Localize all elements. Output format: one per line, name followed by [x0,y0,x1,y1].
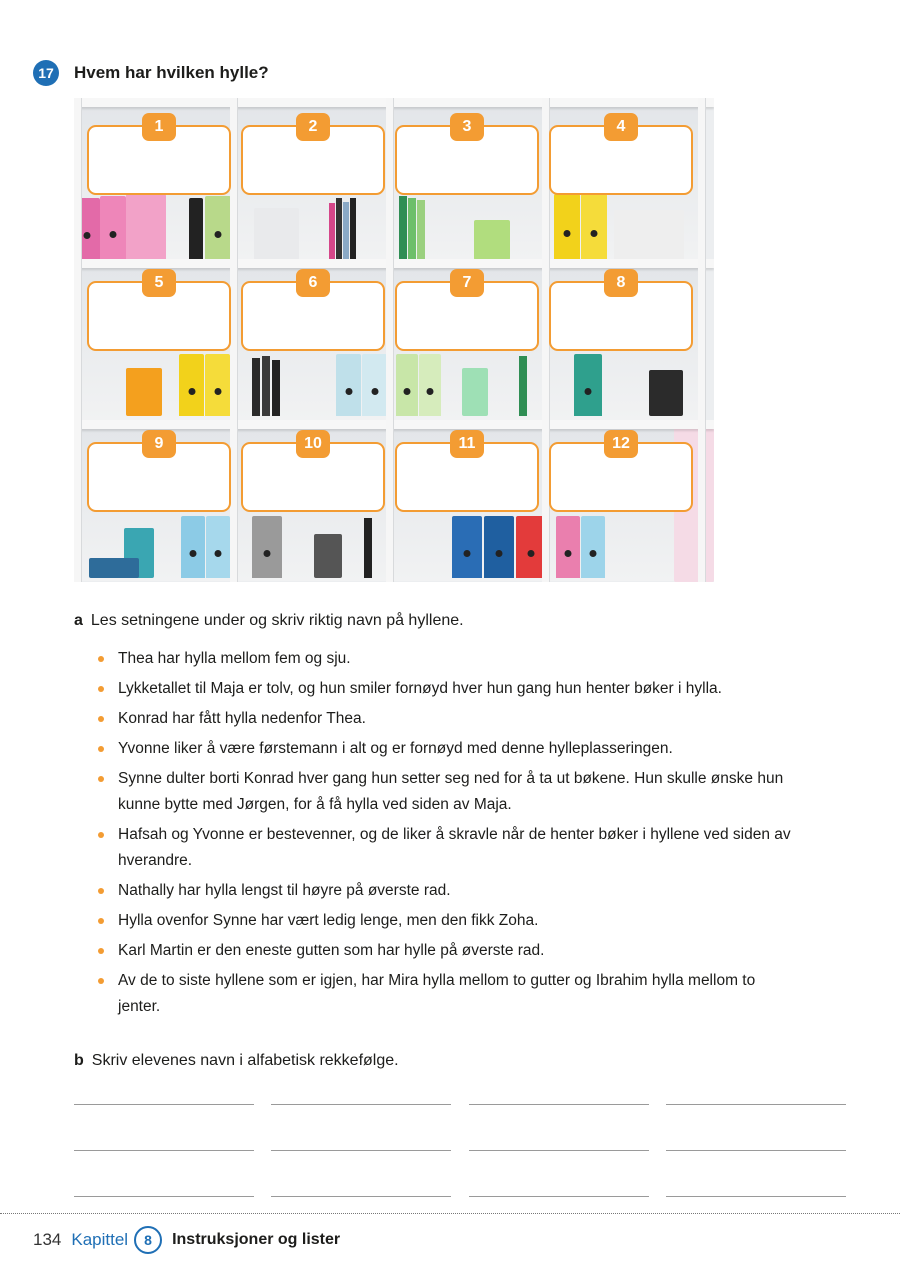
task-number-badge: 17 [33,60,59,86]
shelf-number-badge: 2 [296,113,330,141]
pen-holder [314,534,342,578]
teal-binder [574,354,602,416]
green-binder [205,196,231,260]
part-a-text: Les setningene under og skriv riktig navn på hyllene. [90,612,464,629]
shelf-label-field-3[interactable] [395,118,539,195]
part-b-letter: b [74,1052,84,1069]
white-magazine-holder [254,208,299,260]
light-blue-binder [581,516,605,578]
book [272,360,280,416]
answer-line-row [74,1092,846,1138]
chapter-label: Kapittel [71,1230,129,1249]
pen-holder [649,370,683,416]
shelf-number-badge: 9 [142,430,176,458]
shelf-label-field-6[interactable] [241,274,385,351]
shelf-side [698,98,706,582]
book [519,356,527,416]
clue-item: Karl Martin er den eneste gutten som har hylle på øverste rad. [96,938,826,964]
page-footer [33,1226,340,1254]
answer-line[interactable] [271,1184,451,1197]
stapler [89,558,139,578]
shelf-label-field-1[interactable] [87,118,231,195]
shelf-number-badge: 8 [604,269,638,297]
clue-item: Lykketallet til Maja er tolv, og hun smiler fornøyd hver hun gang hun henter bøker i hylla. [96,676,826,702]
clue-list [96,646,826,1024]
answer-line[interactable] [666,1184,846,1197]
shelf-label-field-7[interactable] [395,274,539,351]
book [408,198,416,260]
book [350,198,356,260]
pink-binder [100,196,126,260]
shelf-number-badge: 6 [296,269,330,297]
footer-divider [0,1213,900,1214]
answer-line[interactable] [469,1184,649,1197]
clue-item: Thea har hylla mellom fem og sju. [96,646,826,672]
white-magazine-holder [614,210,684,260]
green-binder [396,354,418,416]
shelf-label-field-2[interactable] [241,118,385,195]
shelf-board [74,259,714,268]
shelf-divider [386,98,394,582]
pencil-cup [474,220,510,260]
shelf-label-field-10[interactable] [241,435,385,512]
yellow-binder [205,354,230,416]
part-a-letter: a [74,612,83,629]
part-a-instruction [74,612,464,630]
shelf-label-field-4[interactable] [549,118,693,195]
shelf-side [74,98,82,582]
answer-line[interactable] [74,1138,254,1151]
clue-item: Konrad har fått hylla nedenfor Thea. [96,706,826,732]
page-number: 134 [33,1230,62,1249]
answer-line-row [74,1138,846,1184]
yellow-binder [554,194,580,260]
book [252,358,260,416]
light-blue-binder [336,354,361,416]
chapter-number-badge: 8 [134,1226,162,1254]
book [399,196,407,260]
shelf-label-field-9[interactable] [87,435,231,512]
book [343,202,349,260]
green-binder [419,354,441,416]
clue-item: Yvonne liker å være førstemann i alt og er fornøyd med denne hylleplasseringen. [96,736,826,762]
shelf-number-badge: 7 [450,269,484,297]
shelf-label-field-8[interactable] [549,274,693,351]
shelf-number-badge: 5 [142,269,176,297]
shelf-number-badge: 1 [142,113,176,141]
hourglass [462,368,488,416]
pink-binder [126,194,166,260]
yellow-binder [179,354,204,416]
shelf-number-badge: 4 [604,113,638,141]
book [262,356,270,416]
clue-item: Av de to siste hyllene som er igjen, har Mira hylla mellom to gutter og Ibrahim hylla mellom to jenter. [96,968,758,1020]
answer-line[interactable] [469,1092,649,1105]
light-blue-binder [362,354,387,416]
task-title: Hvem har hvilken hylle? [74,63,269,82]
answer-line-row [74,1184,846,1230]
clue-item: Synne dulter borti Konrad hver gang hun setter seg ned for å ta ut bøkene. Hun skulle ønske hun kunne bytte med Jørgen, for å få hylla ved siden av Maja. [96,766,808,818]
black-binder [189,198,203,260]
pink-binder [556,516,580,578]
answer-line[interactable] [74,1092,254,1105]
shelf-label-field-11[interactable] [395,435,539,512]
shelf-number-badge: 3 [450,113,484,141]
part-b-text: Skriv elevenes navn i alfabetisk rekkefølge. [91,1052,399,1069]
answer-line[interactable] [469,1138,649,1151]
shelf-board [74,98,714,107]
shelf-divider [230,98,238,582]
shelf-label-field-12[interactable] [549,435,693,512]
part-b-instruction [74,1052,399,1070]
shelf-label-field-5[interactable] [87,274,231,351]
answer-line[interactable] [666,1092,846,1105]
shelf-number-badge: 11 [450,430,484,458]
answer-lines [74,1092,846,1230]
task-header [33,60,269,86]
pencil-cup [126,368,162,416]
book [336,198,342,260]
book [417,200,425,260]
blue-binder [484,516,514,578]
shelf-number-badge: 12 [604,430,638,458]
shelf-board [74,420,714,429]
clue-item: Hafsah og Yvonne er bestevenner, og de liker å skravle når de henter bøker i hyllene ved siden av hverandre. [96,822,808,874]
grey-binder [252,516,282,578]
blue-binder [452,516,482,578]
clue-item: Hylla ovenfor Synne har vært ledig lenge, men den fikk Zoha. [96,908,826,934]
chapter-title: Instruksjoner og lister [172,1231,341,1248]
light-blue-binder [206,516,230,578]
light-blue-binder [181,516,205,578]
clue-item: Nathally har hylla lengst til høyre på øverste rad. [96,878,826,904]
book [329,203,335,260]
answer-line[interactable] [271,1138,451,1151]
answer-line[interactable] [271,1092,451,1105]
yellow-binder [581,194,607,260]
answer-line[interactable] [666,1138,846,1151]
shelf-number-badge: 10 [296,430,330,458]
answer-line[interactable] [74,1184,254,1197]
book [364,518,372,578]
